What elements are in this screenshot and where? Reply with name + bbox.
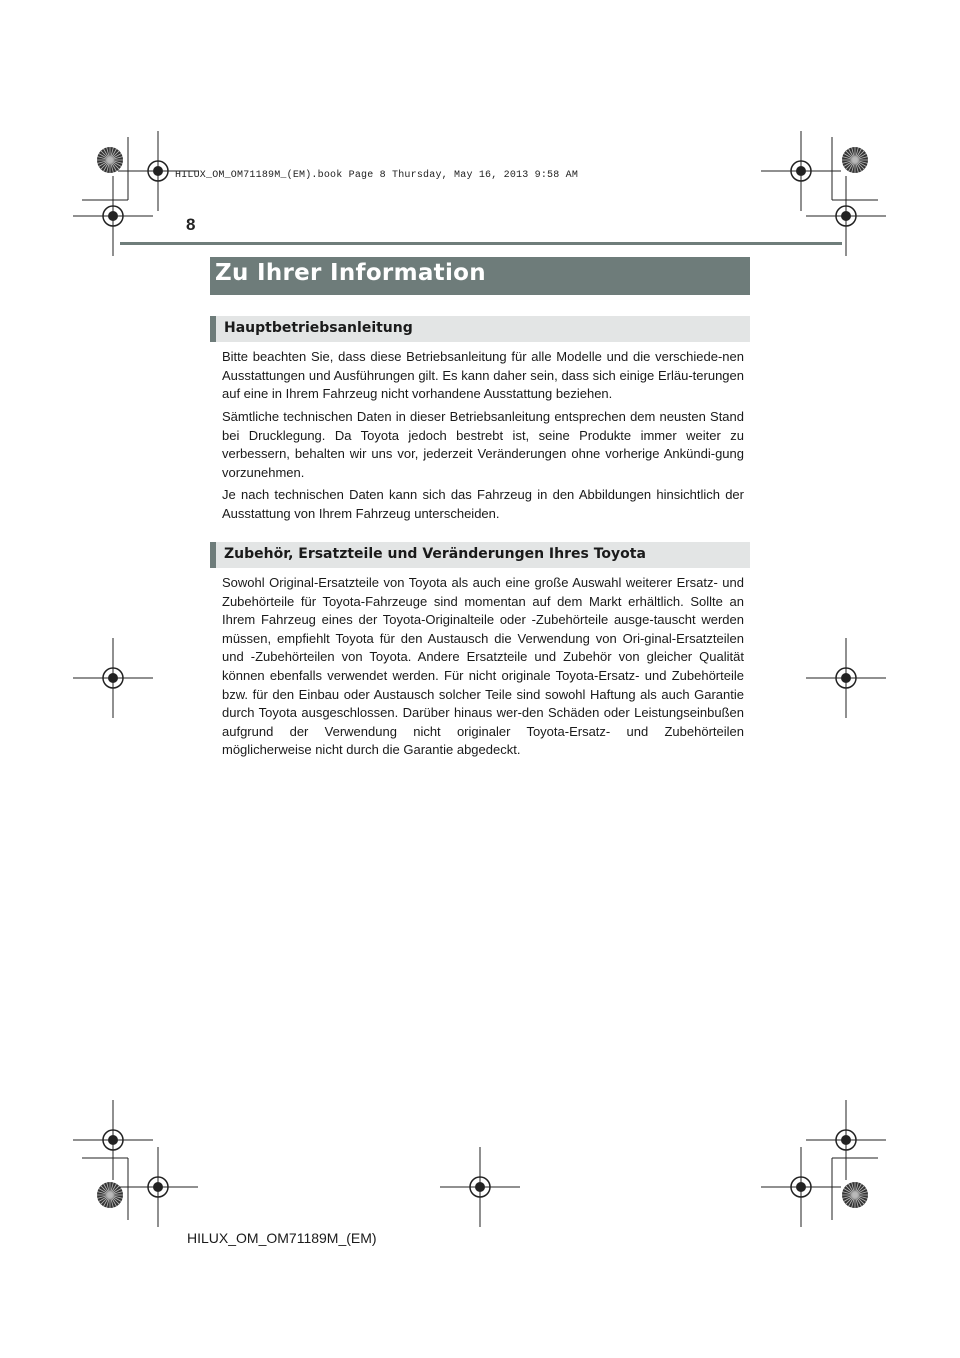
starburst-mark <box>97 1182 123 1208</box>
paragraph: Bitte beachten Sie, dass diese Betriebsanleitung für alle Modelle und die verschiede-nen Ausstattungen und Ausführungen gilt. Es kann daher sein, dass sich einige Erläu-terungen auf eine in Ihrem Fahrzeug nicht vorhandene Ausstattung beziehen. <box>222 349 744 402</box>
print-header-line: HILUX_OM_OM71189M_(EM).book Page 8 Thursday, May 16, 2013 9:58 AM <box>175 170 579 181</box>
section-heading: Zubehör, Ersatzteile und Veränderungen Ihres Toyota <box>224 546 646 562</box>
page-number: 8 <box>186 215 196 234</box>
paragraph: Sämtliche technischen Daten in dieser Betriebsanleitung entsprechen dem neusten Stand bei Drucklegung. Da Toyota jedoch bestrebt ist, seine Produkte immer weiter zu verbessern, behalten wir uns vor, jederzeit Veränderungen ohne vorherige Ankündi-gung vorzunehmen. <box>222 409 744 480</box>
page-title: Zu Ihrer Information <box>215 260 486 286</box>
section-heading: Hauptbetriebsanleitung <box>224 320 413 336</box>
section-accent <box>210 542 216 568</box>
paragraph: Sowohl Original-Ersatzteile von Toyota als auch eine große Auswahl weiterer Ersatz- und Zubehörteile für Toyota-Fahrzeuge sind momentan auf dem Markt erhältlich. Sollte an Ihrem Fahrzeug eines der Toyota-Originalteile oder -Zubehörteile ausge-tauscht werden müssen, empfiehlt Toyota für den Austausch die Verwendung von Ori-ginal-Ersatzteilen und -Zubehörteilen von Toyota. Andere Ersatzteile und Zubehör von gleicher Qualität können ebenfalls verwendet werden. Für nicht originale Toyota-Ersatz- und Zubehörteile bzw. für den Einbau oder Austausch solcher Teile sind sowohl Haftung als auch Garantie durch Toyota ausgeschlossen. Darüber hinaus wer-den Schäden oder Leistungseinbußen aufgrund der Verwendung nicht originaler Toyota-Ersatz- und Zubehörteilen möglicherweise nicht durch die Garantie abgedeckt. <box>222 575 744 758</box>
paragraph: Je nach technischen Daten kann sich das Fahrzeug in den Abbildungen hinsichtlich der Ausstattung von Ihrem Fahrzeug unterscheiden. <box>222 487 744 521</box>
section-accent <box>210 316 216 342</box>
starburst-mark <box>97 147 123 173</box>
section-heading-bar <box>210 542 750 568</box>
starburst-mark <box>842 1182 868 1208</box>
section-heading-bar <box>210 316 750 342</box>
chapter-title-bar <box>210 257 750 295</box>
starburst-mark <box>842 147 868 173</box>
header-rule <box>120 242 842 245</box>
document-footer-code: HILUX_OM_OM71189M_(EM) <box>187 1230 377 1246</box>
